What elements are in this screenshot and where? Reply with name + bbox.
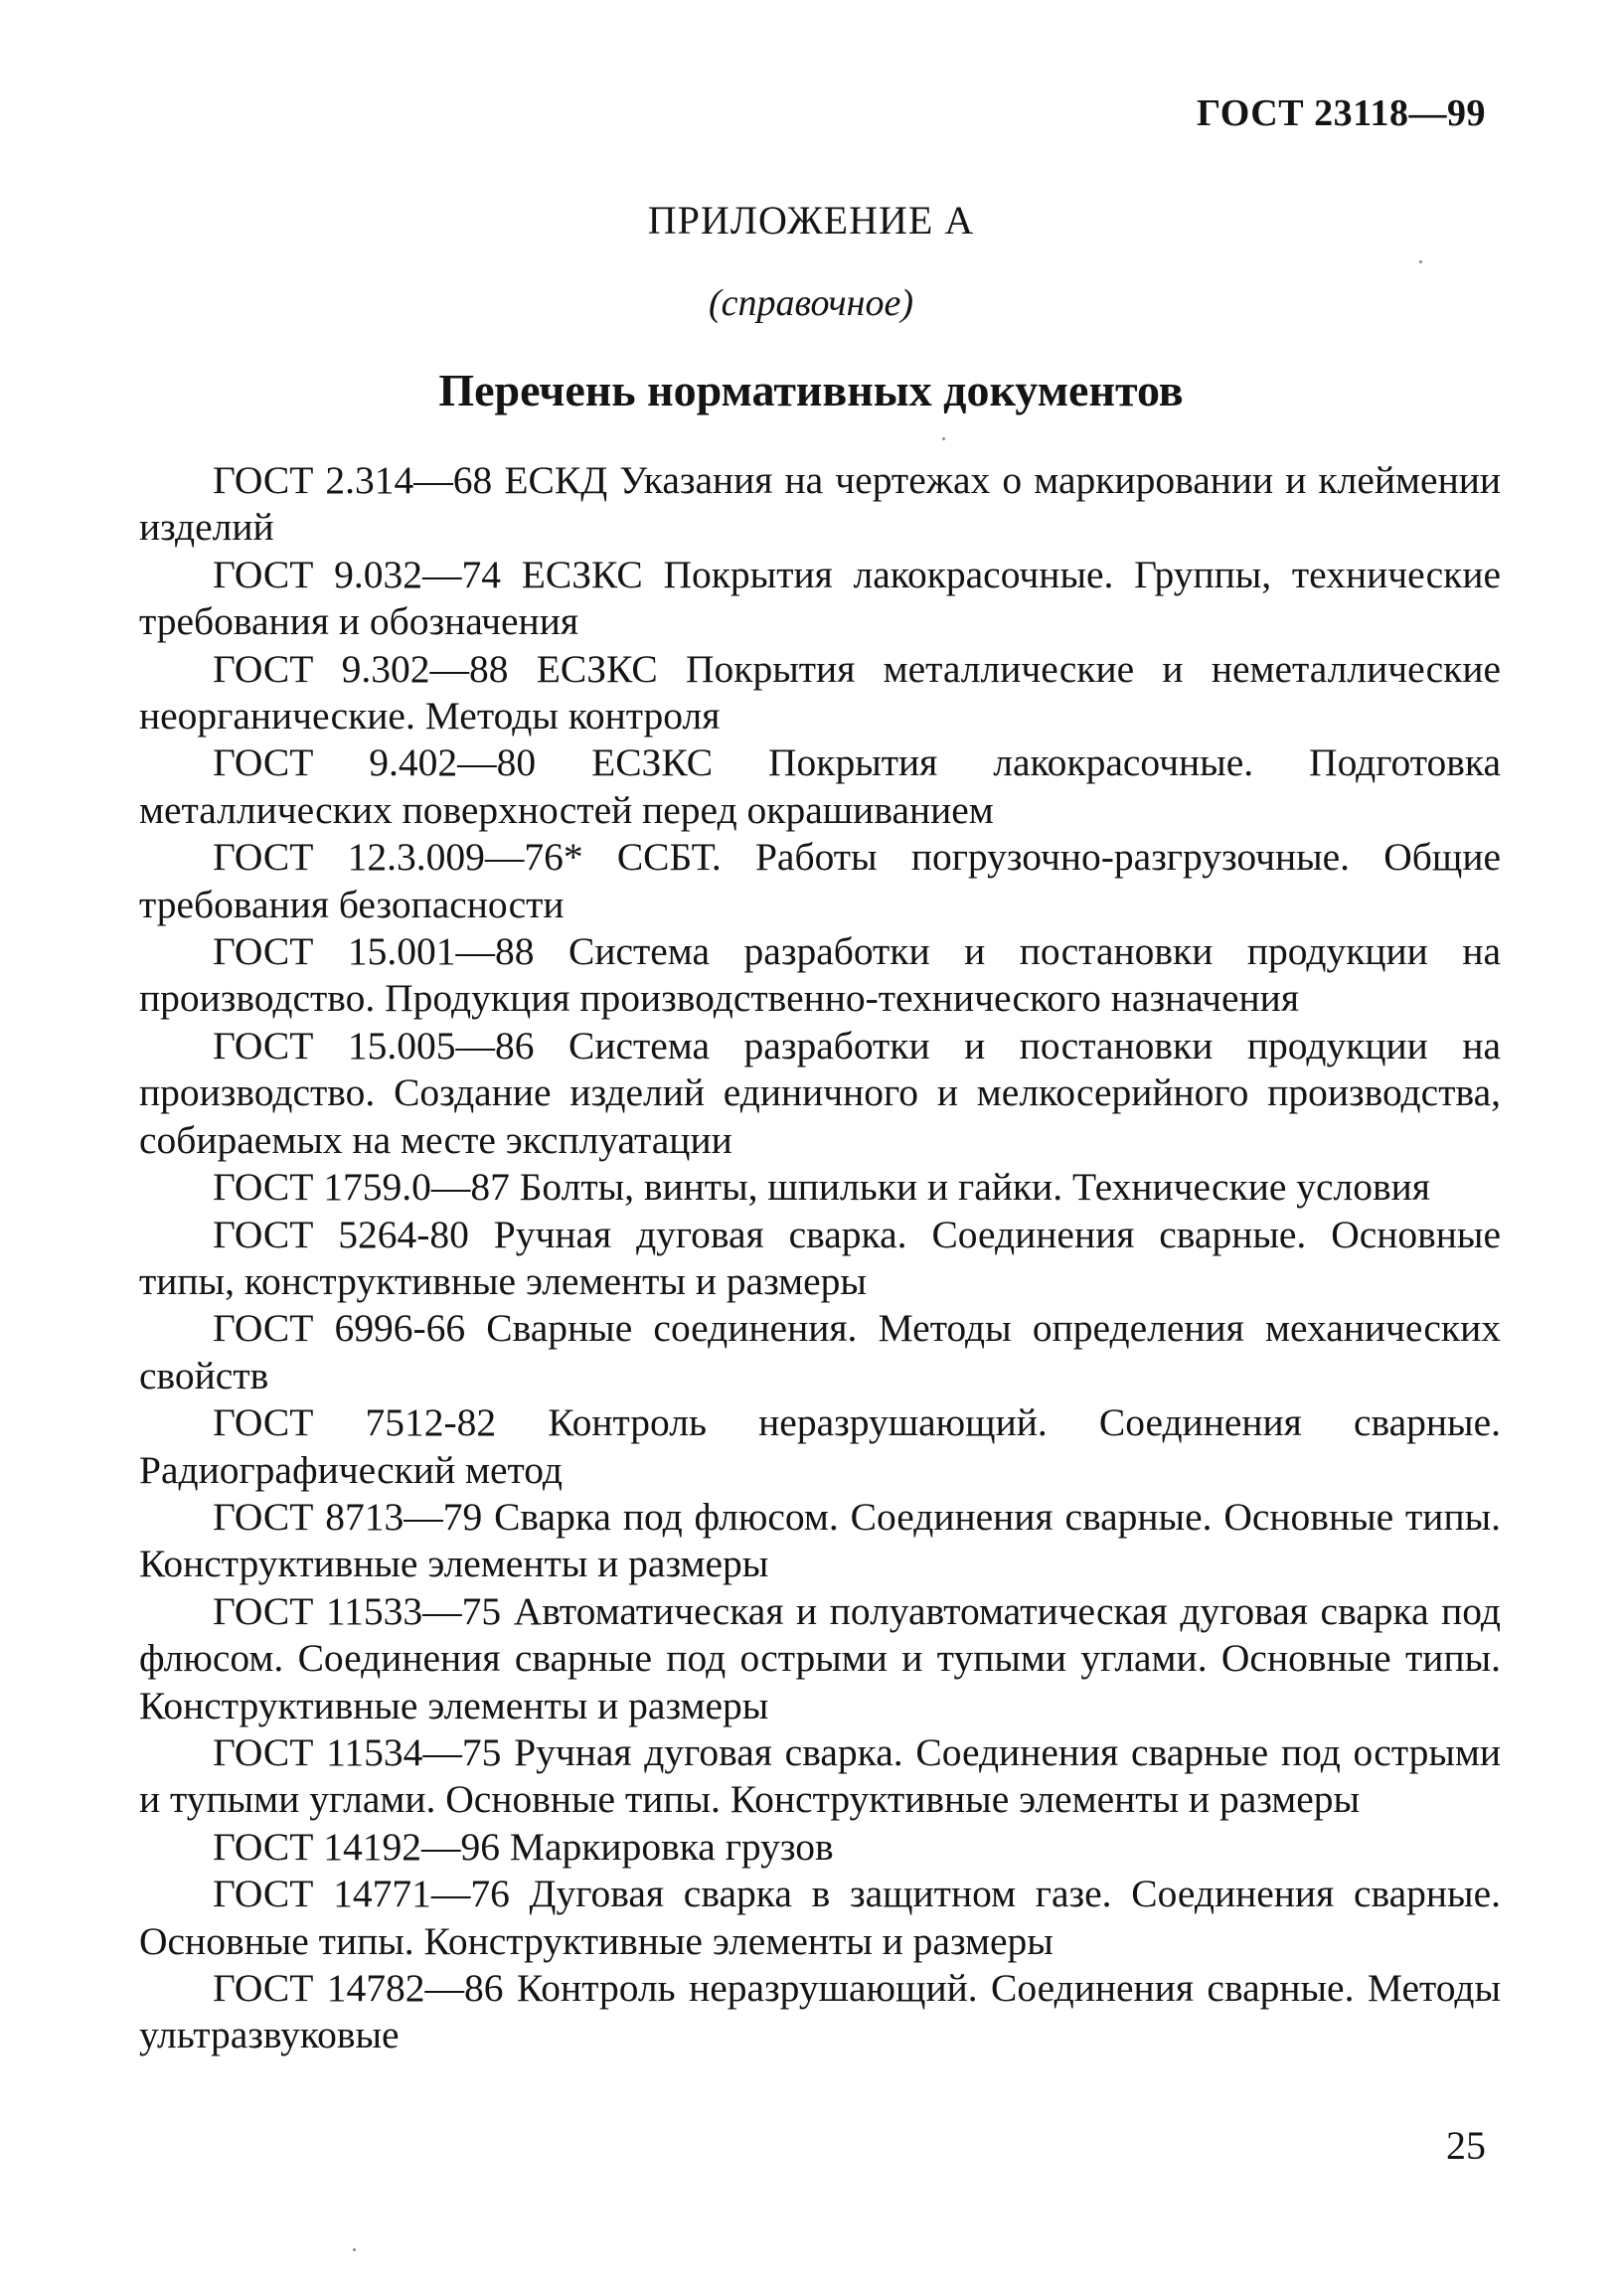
list-item: ГОСТ 15.005—86 Система разработки и постановки продукции на производство. Создание изделий единичного и мелкосерийного производства, собираемых на месте эксплуатации: [139, 1023, 1501, 1162]
list-item: ГОСТ 9.302—88 ЕСЗКС Покрытия металлические и неметаллические неорганические. Методы контроля: [139, 646, 1501, 738]
list-item: ГОСТ 12.3.009—76* ССБТ. Работы погрузочно-разгрузочные. Общие требования безопасности: [139, 835, 1501, 926]
list-item: ГОСТ 11534—75 Ручная дуговая сварка. Соединения сварные под острыми и тупыми углами. Основные типы. Конструктивные элементы и размеры: [139, 1729, 1501, 1822]
list-item: ГОСТ 14782—86 Контроль неразрушающий. Соединения сварные. Методы ультразвуковые: [139, 1966, 1501, 2057]
list-item: ГОСТ 1759.0—87 Болты, винты, шпильки и гайки. Технические условия: [213, 1165, 1430, 1210]
scan-speck: [353, 2248, 356, 2251]
scan-speck: [942, 437, 945, 440]
list-item: ГОСТ 9.402—80 ЕСЗКС Покрытия лакокрасочные. Подготовка металлических поверхностей перед окрашиванием: [139, 740, 1501, 832]
normative-documents-list: [139, 457, 1501, 2059]
list-item: ГОСТ 11533—75 Автоматическая и полуавтоматическая дуговая сварка под флюсом. Соединения сварные под острыми и тупыми углами. Основные типы. Конструктивные элементы и размеры: [139, 1588, 1501, 1727]
appendix-status: (справочное): [708, 282, 914, 324]
page-number: 25: [1446, 2123, 1486, 2168]
list-item: ГОСТ 14192—96 Маркировка грузов: [213, 1824, 834, 1869]
list-item: ГОСТ 14771—76 Дуговая сварка в защитном газе. Соединения сварные. Основные типы. Конструктивные элементы и размеры: [139, 1872, 1501, 1963]
scan-speck: [1419, 260, 1422, 263]
list-item: ГОСТ 5264-80 Ручная дуговая сварка. Соединения сварные. Основные типы, конструктивные элементы и размеры: [139, 1212, 1501, 1303]
appendix-title: ПРИЛОЖЕНИЕ А: [647, 198, 975, 243]
standard-code-header: ГОСТ 23118—99: [1197, 92, 1486, 134]
list-item: ГОСТ 15.001—88 Система разработки и постановки продукции на производство. Продукция производственно-технического назначения: [139, 929, 1501, 1021]
list-item: ГОСТ 9.032—74 ЕСЗКС Покрытия лакокрасочные. Группы, технические требования и обозначения: [139, 552, 1501, 644]
list-item: ГОСТ 6996-66 Сварные соединения. Методы определения механических свойств: [139, 1306, 1501, 1397]
list-item: ГОСТ 2.314—68 ЕСКД Указания на чертежах о маркировании и клеймении изделий: [139, 458, 1501, 550]
document-list-title: Перечень нормативных документов: [438, 365, 1184, 415]
list-item: ГОСТ 8713—79 Сварка под флюсом. Соединения сварные. Основные типы. Конструктивные элементы и размеры: [139, 1494, 1501, 1586]
list-item: ГОСТ 7512-82 Контроль неразрушающий. Соединения сварные. Радиографический метод: [139, 1400, 1501, 1492]
